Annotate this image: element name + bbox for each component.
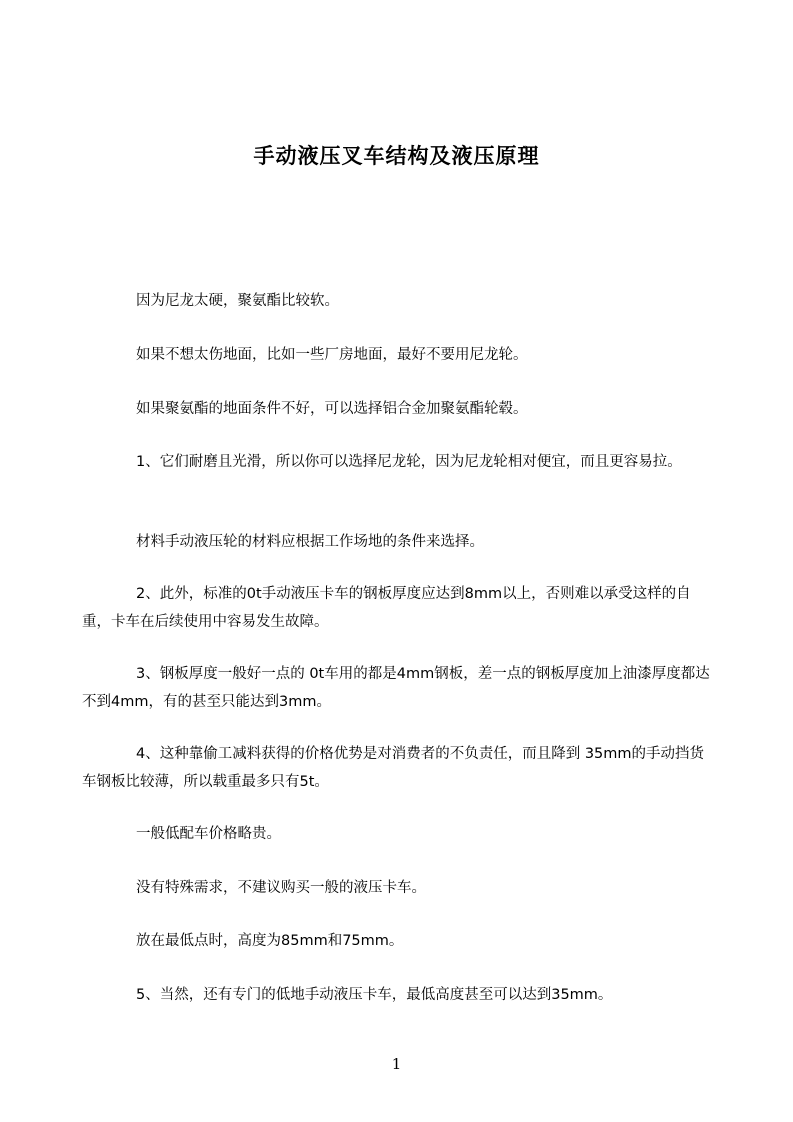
paragraph: 5、当然，还有专门的低地手动液压卡车，最低高度甚至可以达到35mm。	[136, 987, 613, 1003]
page-number: 1	[391, 1055, 402, 1073]
paragraph: 4、这种靠偷工减料获得的价格优势是对消费者的不负责任，而且降到 35mm的手动挡货车钢板比较薄，所以载重最多只有5t。	[82, 746, 705, 790]
document-title: 手动液压叉车结构及液压原理	[253, 144, 540, 168]
paragraph: 没有特殊需求，不建议购买一般的液压卡车。	[136, 880, 426, 896]
paragraph: 因为尼龙太硬，聚氨酯比较软。	[136, 293, 339, 309]
paragraph: 2、此外，标准的0t手动液压卡车的钢板厚度应达到8mm以上，否则难以承受这样的自重，卡车在后续使用中容易发生故障。	[82, 586, 691, 630]
paragraph: 如果不想太伤地面，比如一些厂房地面，最好不要用尼龙轮。	[136, 347, 528, 363]
paragraph: 放在最低点时，高度为85mm和75mm。	[136, 933, 404, 949]
paragraph: 一般低配车价格略贵。	[136, 826, 281, 842]
paragraph: 材料手动液压轮的材料应根据工作场地的条件来选择。	[136, 534, 484, 550]
paragraph: 如果聚氨酯的地面条件不好，可以选择铝合金加聚氨酯轮毂。	[136, 401, 528, 417]
paragraph: 1、它们耐磨且光滑，所以你可以选择尼龙轮，因为尼龙轮相对便宜，而且更容易拉。	[136, 454, 682, 470]
paragraph: 3、钢板厚度一般好一点的 0t车用的都是4mm钢板，差一点的钢板厚度加上油漆厚度都达不到4mm，有的甚至只能达到3mm。	[82, 666, 710, 710]
